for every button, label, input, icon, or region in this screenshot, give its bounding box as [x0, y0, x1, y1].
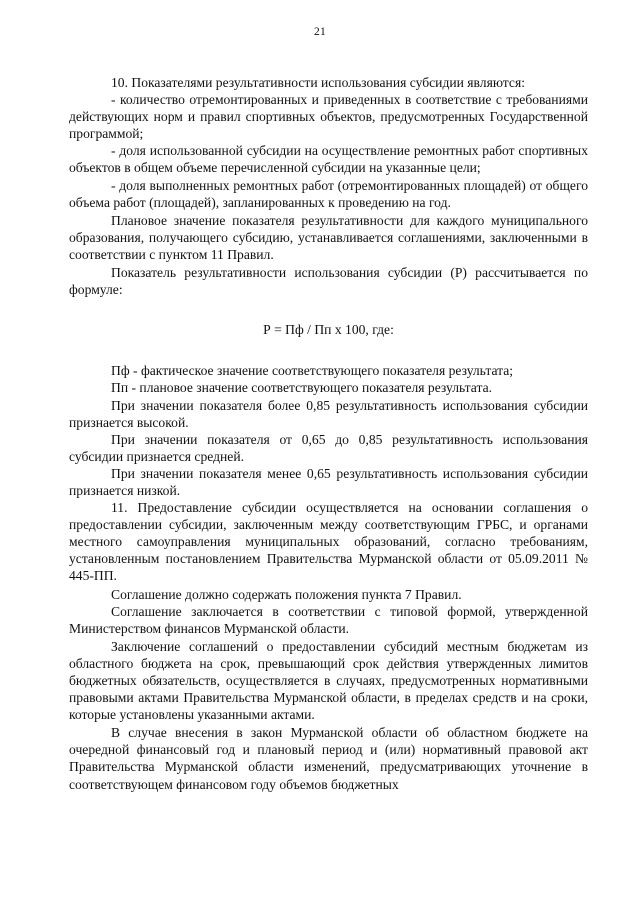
paragraph-low-result: При значении показателя менее 0,65 результативность использования субсидии признается низкой.	[69, 465, 588, 498]
list-item-subsidy-share: - доля использованной субсидии на осуществление ремонтных работ спортивных объектов в общем объеме перечисленной субсидии на указанные цели;	[69, 143, 588, 176]
formula: Р = Пф / Пп х 100, где:	[263, 322, 394, 338]
paragraph-11-agreement: 11. Предоставление субсидии осуществляется на основании соглашения о предоставлении субсидии, заключенным между соответствующим ГРБС, и органами местного самоуправления муниципальных образований, согласно требованиям, установленным постановлением Правительства Мурманской области от 05.09.2011 № 445-ПП.	[69, 500, 588, 584]
paragraph-agreement-term: Заключение соглашений о предоставлении субсидий местным бюджетам из областного бюджета на срок, превышающий срок действия утвержденных лимитов бюджетных обязательств, осуществляется в случаях, предусмотренных нормативными правовыми актами Правительства Мурманской области, в пределах средств и на сроки, которые установлены указанными актами.	[69, 638, 588, 723]
paragraph-agreement-form: Соглашение заключается в соответствии с типовой формой, утвержденной Министерством финансов Мурманской области.	[69, 603, 588, 636]
list-item-works-share: - доля выполненных ремонтных работ (отремонтированных площадей) от общего объема работ (площадей), запланированных к проведению на год.	[69, 177, 588, 210]
paragraph-high-result: При значении показателя более 0,85 результативность использования субсидии признается высокой.	[69, 397, 588, 430]
paragraph-planned-value: Плановое значение показателя результативности для каждого муниципального образования, получающего субсидию, устанавливается соглашениями, заключенными в соответствии с пунктом 11 Правил.	[69, 212, 588, 262]
definition-pp: Пп - плановое значение соответствующего показателя результата.	[111, 380, 493, 396]
paragraph-law-changes: В случае внесения в закон Мурманской области об областном бюджете на очередной финансовый год и плановый период и (или) нормативный правовой акт Правительства Мурманской области изменений, предусматривающих уточнение в соответствующем финансовом году объемов бюджетных	[69, 725, 588, 792]
paragraph-indicator-formula-intro: Показатель результативности использования субсидии (Р) рассчитывается по формуле:	[69, 265, 588, 298]
page-number: 21	[313, 26, 327, 38]
paragraph-10-heading: 10. Показателями результативности использования субсидии являются:	[111, 75, 525, 90]
list-item-repaired-objects: - количество отремонтированных и приведенных в соответствие с требованиями действующих норм и правил спортивных объектов, предусмотренных Государственной программой;	[69, 92, 588, 142]
paragraph-agreement-content: Соглашение должно содержать положения пункта 7 Правил.	[111, 586, 462, 602]
document-body	[69, 74, 588, 793]
definition-pf: Пф - фактическое значение соответствующего показателя результата;	[111, 363, 514, 379]
paragraph-medium-result: При значении показателя от 0,65 до 0,85 результативность использования субсидии признается средней.	[69, 431, 588, 464]
